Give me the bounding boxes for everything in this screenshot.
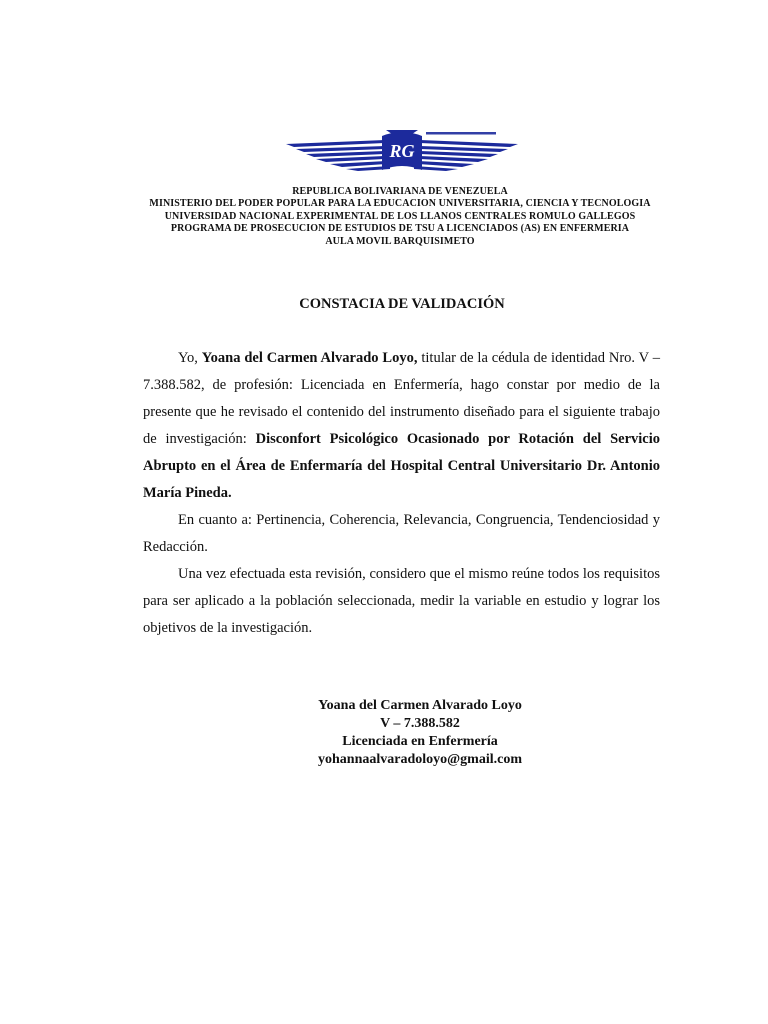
header-line-campus: AULA MOVIL BARQUISIMETO	[325, 235, 475, 247]
signature-email: yohannaalvaradoloyo@gmail.com	[318, 752, 522, 767]
paragraph-criteria: En cuanto a: Pertinencia, Coherencia, Relevancia, Congruencia, Tendenciosidad y Redacción.	[143, 512, 660, 555]
document-title: CONSTACIA DE VALIDACIÓN	[299, 296, 505, 312]
university-logo	[286, 126, 518, 172]
signature-block	[200, 697, 640, 769]
declaration-text: titular de la cédula de identidad Nro. V – 7.388.582, de profesión: Licenciada en Enfermería, hago constar por medio de la presente que he revisado el contenido del instrumento diseñado para el siguiente trabajo de investigación:	[143, 350, 660, 447]
declaration-intro: Yo,	[178, 350, 202, 366]
header-line-university: UNIVERSIDAD NACIONAL EXPERIMENTAL DE LOS LLANOS CENTRALES ROMULO GALLEGOS	[164, 210, 636, 222]
signature-id: V – 7.388.582	[380, 716, 460, 731]
header-line-ministry: MINISTERIO DEL PODER POPULAR PARA LA EDUCACION UNIVERSITARIA, CIENCIA Y TECNOLOGIA	[149, 198, 651, 210]
research-title: Disconfort Psicológico Ocasionado por Rotación del Servicio Abrupto en el Área de Enfermaría del Hospital Central Universitario Dr. Antonio María Pineda.	[143, 431, 661, 501]
validator-name: Yoana del Carmen Alvarado Loyo,	[201, 350, 418, 366]
signature-name: Yoana del Carmen Alvarado Loyo	[318, 698, 522, 713]
header-line-country: REPUBLICA BOLIVARIANA DE VENEZUELA	[292, 186, 508, 197]
signature-profession: Licenciada en Enfermería	[342, 734, 498, 749]
institution-header	[120, 186, 680, 248]
document-body	[143, 345, 660, 642]
logo-text: RG	[389, 141, 415, 161]
header-line-program: PROGRAMA DE PROSECUCION DE ESTUDIOS DE TSU A LICENCIADOS (AS) EN ENFERMERIA	[170, 223, 630, 235]
paragraph-declaration	[143, 345, 660, 507]
paragraph-conclusion: Una vez efectuada esta revisión, considero que el mismo reúne todos los requisitos para ser aplicado a la población seleccionada, medir la variable en estudio y lograr los objetivos de la investigación.	[143, 566, 660, 636]
